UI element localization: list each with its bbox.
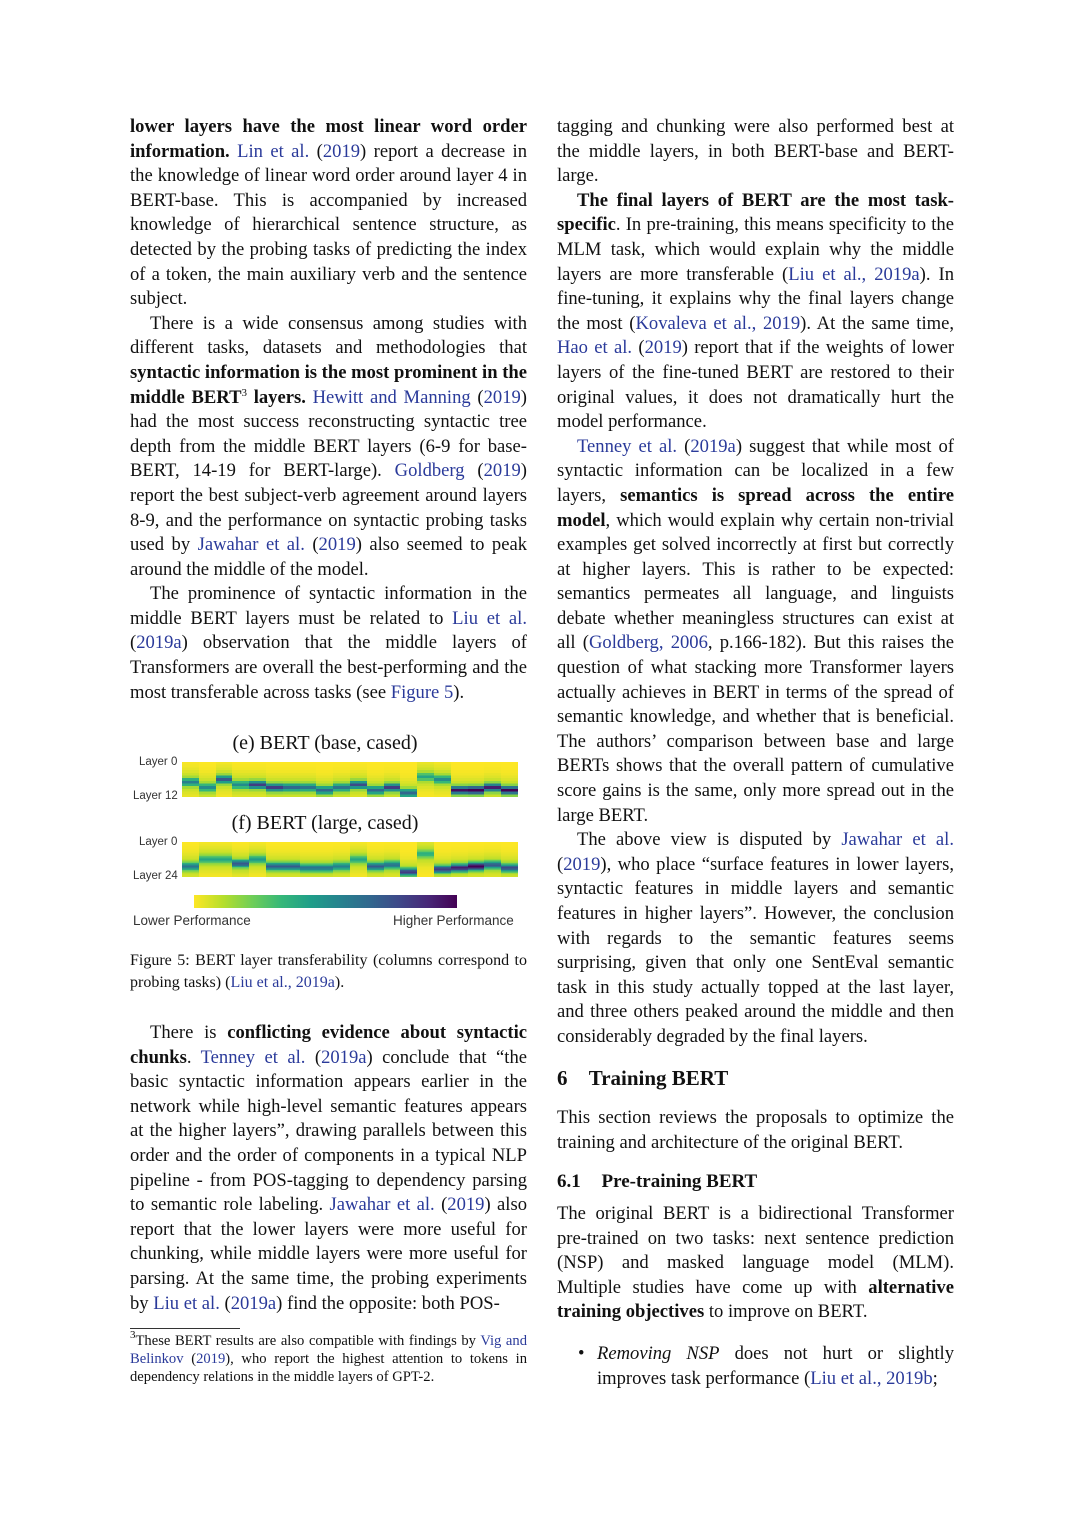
citation-link[interactable]: Liu et al. [153, 1292, 220, 1314]
citation-link[interactable]: 2019 [483, 386, 521, 408]
section-intro [557, 1106, 954, 1155]
citation-link[interactable]: 2019a [321, 1046, 367, 1068]
subsection-paragraph [557, 1202, 954, 1325]
heatmap-column [266, 842, 283, 877]
heatmap-column [400, 762, 417, 797]
citation-link[interactable]: Kovaleva et al., 2019 [635, 312, 801, 334]
heatmap-column [283, 842, 300, 877]
heatmap-column [283, 762, 300, 797]
text: ( [434, 1194, 448, 1216]
citation-link[interactable]: Liu et al., 2019a [788, 263, 920, 285]
text [306, 387, 313, 408]
citation-link[interactable]: Liu et al., 2019a [230, 974, 335, 991]
text: ) also report that the lower layers were more useful for chunking, while middle layers were more useful for parsing. At the same time, the probing experiments by [130, 1194, 527, 1314]
heatmap-column [434, 762, 451, 797]
text: The original BERT is a bidirectional Transformer pre-trained on two tasks: next sentence prediction (NSP) and masked language model (MLM). Multiple studies have come up with [557, 1203, 954, 1298]
footnote [130, 1329, 528, 1387]
paragraph [130, 950, 527, 994]
heatmap-column [468, 762, 485, 797]
colorbar [194, 895, 457, 908]
section-title: Training BERT [588, 1066, 729, 1090]
citation-link[interactable]: Tenney et al. [577, 435, 678, 457]
text: ) report that if the weights of lower layers of the fine-tuned BERT are restored to their original values, it does not dramatically hurt the model performance. [557, 337, 955, 433]
left-column [130, 115, 527, 705]
citation-link[interactable]: 2019 [196, 1351, 226, 1368]
citation-link[interactable]: 2019 [483, 460, 521, 482]
text: There is [150, 1022, 228, 1043]
text: ) find the opposite: both POS- [276, 1292, 500, 1314]
heatmap-column [182, 762, 199, 797]
heatmap-column [468, 842, 485, 877]
heatmap-column [451, 842, 468, 877]
heatmap-column [400, 842, 417, 877]
bullet-item [597, 1342, 954, 1391]
subsection-heading [557, 1171, 757, 1193]
text: The above view is disputed by [577, 829, 842, 851]
citation-link[interactable]: Goldberg, 2006 [588, 632, 708, 654]
panel-e-title: (e) BERT (base, cased) [232, 732, 418, 754]
heatmap-column [199, 762, 216, 797]
figure-caption [130, 950, 527, 994]
bold-text: conflicting evidence about syntactic chunks [130, 1022, 527, 1068]
heatmap-column [316, 762, 333, 797]
heatmap-column [182, 842, 199, 877]
text: ), who place “surface features in lower layers, syntactic features in middle layers and semantic features in higher layers”. However, the conclusion with regards to the semantic features seems surprising, given that only one SentEval semantic task in this study actually topped at the last layer, and three others peaked around the middle and then considerably degraded by the final layers. [557, 853, 954, 1047]
citation-link[interactable]: Jawahar et al. [329, 1194, 435, 1216]
bold-text: layers. [246, 386, 306, 408]
heatmap-column [367, 842, 384, 877]
panel-f-bottom-label: Layer 24 [133, 870, 178, 882]
text: ) report the best subject-verb agreement around layers 8-9, and the performance on syntactic probing tasks used by [130, 460, 527, 556]
citation-link[interactable]: Vig and Belinkov [130, 1333, 528, 1368]
paragraph [597, 1342, 954, 1391]
heatmap-column [333, 762, 350, 797]
citation-link[interactable]: Liu et al., 2019b [810, 1367, 933, 1389]
text: ) suggest that while most of syntactic information can be localized in a few layers, [557, 435, 954, 506]
paragraph [557, 435, 954, 829]
paragraph [130, 582, 527, 705]
figure-5 [125, 730, 535, 970]
text: ; [932, 1367, 938, 1389]
text: ) report a decrease in the knowledge of linear word order around layer 4 in BERT-base. This is accompanied by increased knowledge of hierarchical sentence structure, as detected by the probing tasks of predicting the index of a token, the main auxiliary verb and the sentence subject. [130, 140, 527, 310]
colorbar-high-label: Higher Performance [393, 913, 514, 928]
heatmap-column [350, 762, 367, 797]
footnote-rule [130, 1328, 240, 1329]
heatmap-column [451, 762, 468, 797]
heatmap-column [316, 842, 333, 877]
citation-link[interactable]: 2019 [563, 853, 601, 875]
colorbar-low-label: Lower Performance [133, 913, 251, 928]
text: ) observation that the middle layers of Transformers are overall the best-performing and the most transferable across tasks (see [130, 632, 527, 703]
citation-link[interactable]: Hao et al. [557, 337, 633, 359]
citation-link[interactable]: 2019a [230, 1292, 277, 1314]
text: ), who report the highest attention to tokens in dependency relations in the middle layers of GPT-2. [130, 1351, 528, 1386]
text: ( [557, 853, 564, 875]
text: Figure 5: BERT layer transferability (columns correspond to probing tasks) ( [130, 952, 527, 991]
text: does not hurt or slightly improves task performance ( [597, 1343, 954, 1389]
text: ). [453, 681, 465, 703]
text: ( [309, 140, 323, 162]
citation-link[interactable]: Jawahar et al. [841, 829, 954, 851]
citation-link[interactable]: Tenney et al. [200, 1046, 306, 1068]
text: These BERT results are also compatible with findings by [135, 1333, 481, 1349]
paragraph [557, 1202, 954, 1325]
citation-link[interactable]: 2019a [136, 632, 182, 654]
heatmap-column [232, 762, 249, 797]
text: ( [304, 534, 319, 556]
citation-link[interactable]: 2019 [322, 140, 361, 162]
citation-link[interactable]: 2019 [644, 337, 682, 359]
panel-f-top-label: Layer 0 [139, 836, 178, 848]
citation-link[interactable]: Figure 5 [390, 681, 454, 703]
text: ( [470, 386, 484, 408]
panel-e-top-label: Layer 0 [139, 756, 178, 768]
text: . [186, 1046, 201, 1068]
citation-link[interactable]: 2019a [690, 435, 736, 457]
heatmap-column [417, 842, 434, 877]
bold-text: alternative training objectives [557, 1276, 954, 1323]
text: to improve on BERT. [704, 1301, 868, 1323]
text: ). At the same time, [800, 312, 954, 334]
text: , which would explain why certain non-trivial examples get solved incorrectly at first but correctly at higher layers. This is rather to be expected: semantics permeates all language, and linguists debate whether meaningless structures can exist at all ( [557, 509, 954, 654]
heatmap-column [216, 842, 233, 877]
heatmap-column [484, 762, 501, 797]
text: There is a wide consensus among studies with different tasks, datasets and methodologies that [130, 312, 527, 359]
text [230, 141, 237, 162]
citation-link[interactable]: 2019 [318, 534, 356, 556]
heatmap-column [333, 842, 350, 877]
heatmap-column [232, 842, 249, 877]
paragraph [557, 115, 954, 189]
citation-link[interactable]: Goldberg [394, 460, 465, 482]
bold-text: lower layers have the most linear word order information. [130, 116, 527, 162]
paragraph [130, 1021, 527, 1316]
text: ( [130, 632, 137, 654]
heatmap-column [384, 842, 401, 877]
heatmap-column [434, 842, 451, 877]
footnote-marker: 3 [241, 386, 247, 399]
text: tagging and chunking were also performed best at the middle layers, in both BERT-base and BERT-large. [557, 116, 954, 187]
text: ( [305, 1046, 322, 1068]
heatmap-large [182, 842, 518, 877]
citation-link[interactable]: Liu et al. [452, 607, 527, 629]
heatmap-column [484, 842, 501, 877]
paragraph [557, 828, 954, 1049]
right-column [557, 115, 954, 1050]
citation-link[interactable]: Lin et al. [237, 140, 310, 162]
text: ( [464, 460, 484, 482]
bold-text: semantics is spread across the entire model [557, 484, 954, 531]
panel-e-bottom-label: Layer 12 [133, 790, 178, 802]
paragraph [130, 115, 527, 312]
bold-text: The final layers of BERT are the most task-specific [557, 189, 954, 236]
text: ) conclude that “the basic syntactic information appears earlier in the network while high-level semantic features appears at the higher layers”, drawing parallels between this order and the order of components in a typical NLP pipeline - from POS-tagging to dependency parsing to semantic role labeling. [130, 1046, 527, 1216]
left-column-continued [130, 1021, 527, 1316]
bullet-icon: • [578, 1343, 585, 1364]
subsection-number: 6.1 [557, 1171, 581, 1192]
paragraph [130, 1329, 528, 1387]
text: ( [219, 1292, 231, 1314]
section-heading [557, 1066, 728, 1091]
text: ). In fine-tuning, it explains why the final layers change the most ( [557, 263, 954, 334]
paragraph [557, 1106, 954, 1155]
text: The prominence of syntactic information in the middle BERT layers must be related to [130, 583, 527, 629]
text: ( [183, 1351, 197, 1368]
text: . In pre-training, this means specificity to the MLM task, which would explain why the middle layers are more transferable ( [557, 214, 954, 285]
italic-text: Removing NSP [597, 1343, 720, 1364]
heatmap-column [501, 762, 518, 797]
citation-link[interactable]: 2019 [447, 1194, 485, 1216]
heatmap-column [367, 762, 384, 797]
heatmap-base [182, 762, 518, 797]
paragraph [557, 189, 954, 435]
text: , p.166-182). But this raises the question of what stacking more Transformer layers actually achieves in BERT in terms of the spread of semantic knowledge, and whether that is beneficial. The authors’ comparison between base and large BERTs shows that the overall pattern of cumulative score gains is the same, only more spread out in the large BERT. [557, 632, 954, 826]
heatmap-column [300, 762, 317, 797]
citation-link[interactable]: Hewitt and Manning [312, 386, 471, 408]
heatmap-column [300, 842, 317, 877]
section-number: 6 [557, 1066, 568, 1090]
panel-f-title: (f) BERT (large, cased) [231, 812, 419, 834]
heatmap-column [384, 762, 401, 797]
heatmap-column [199, 842, 216, 877]
bold-text: syntactic information is the most prominent in the middle BERT [130, 361, 527, 408]
heatmap-column [417, 762, 434, 797]
text: ( [632, 337, 645, 359]
text: ) had the most success reconstructing syntactic tree depth from the middle BERT layers (6-9 for base-BERT, 14-19 for BERT-large). [130, 386, 527, 482]
heatmap-column [249, 762, 266, 797]
text: ). [334, 974, 345, 991]
paragraph [130, 312, 527, 583]
heatmap-column [501, 842, 518, 877]
text: ) also seemed to peak around the middle of the model. [130, 534, 527, 580]
heatmap-column [266, 762, 283, 797]
text: ( [677, 435, 691, 457]
subsection-title: Pre-training BERT [601, 1171, 758, 1192]
footnote-marker: 3 [130, 1329, 136, 1341]
citation-link[interactable]: Jawahar et al. [197, 534, 305, 556]
text: This section reviews the proposals to optimize the training and architecture of the original BERT. [557, 1107, 954, 1153]
heatmap-column [216, 762, 233, 797]
heatmap-column [350, 842, 367, 877]
heatmap-column [249, 842, 266, 877]
